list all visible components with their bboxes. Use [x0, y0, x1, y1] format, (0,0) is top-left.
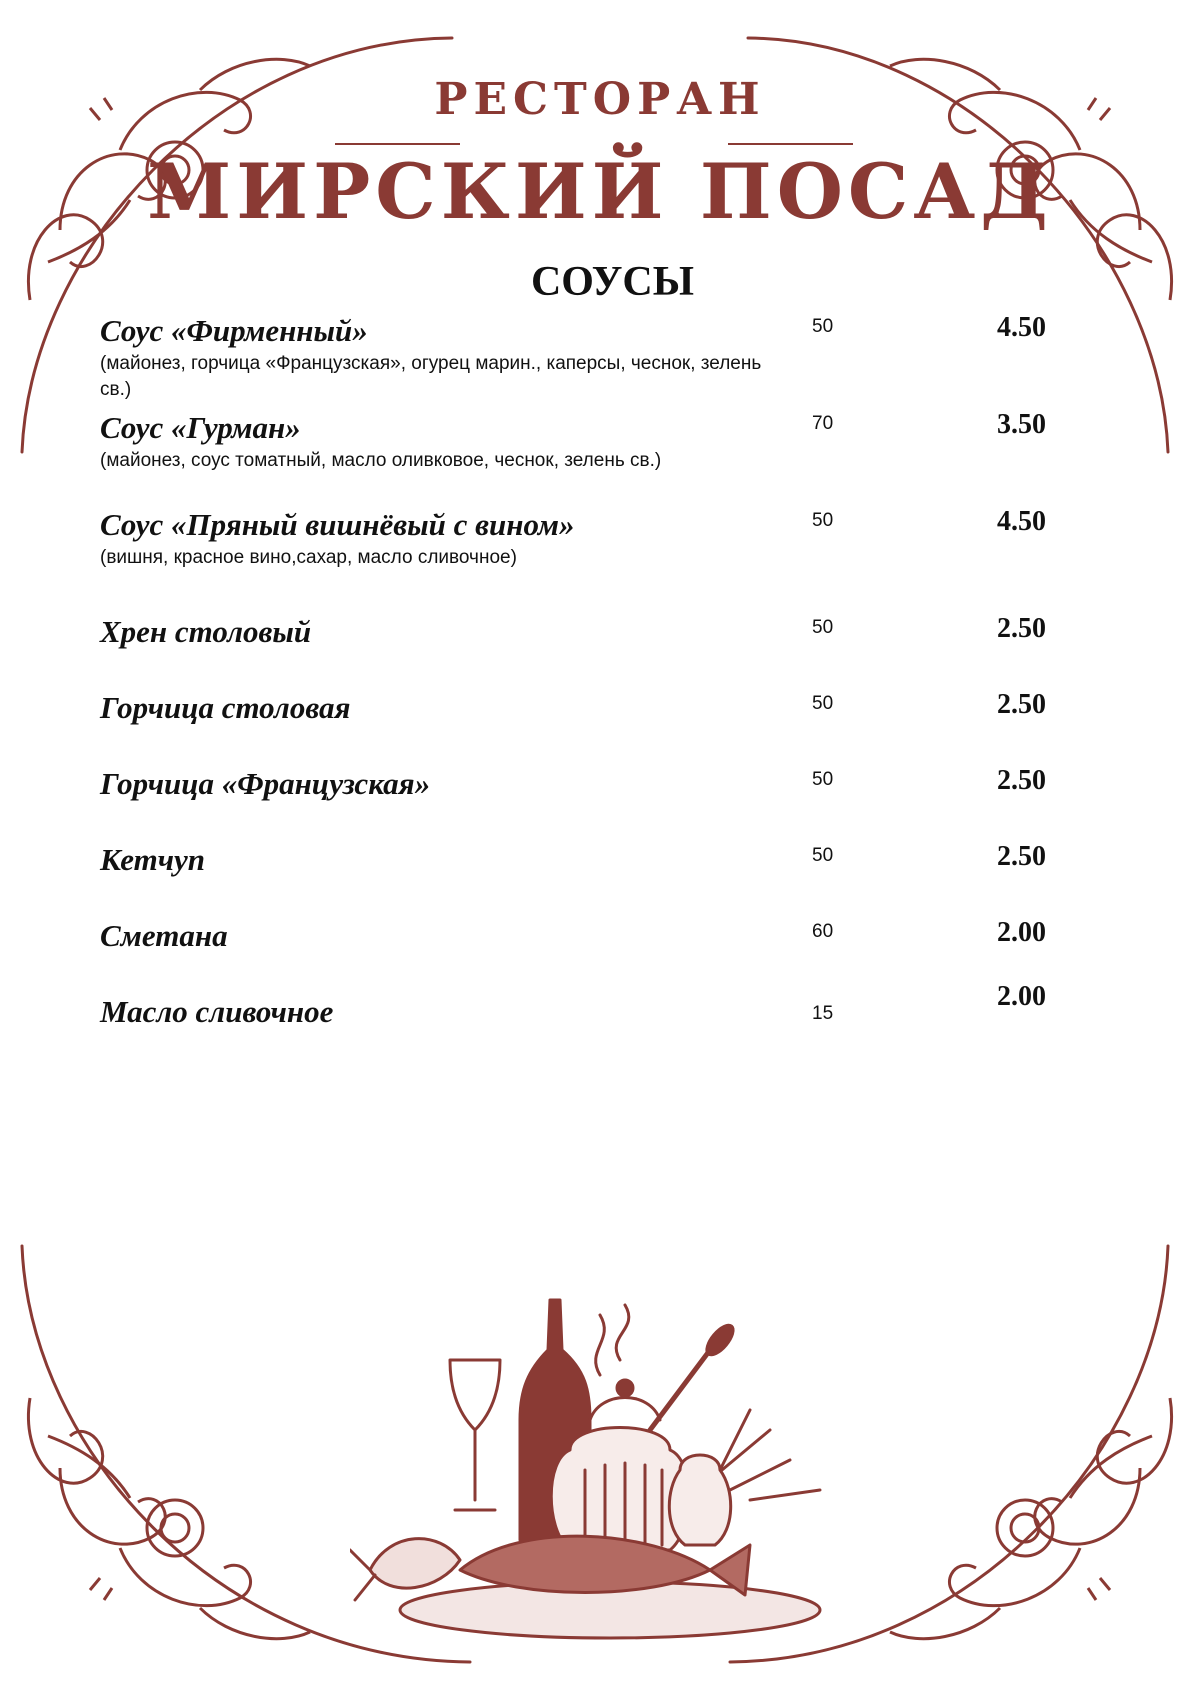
menu-item-butter — [100, 981, 1080, 1031]
item-price: 2.50 — [997, 613, 1046, 644]
menu-list — [100, 312, 1080, 1031]
brand-rule-left — [335, 143, 460, 145]
item-name: Горчица столовая — [100, 690, 351, 725]
ladle — [650, 1350, 710, 1430]
item-description: (майонез, соус томатный, масло оливковое, чеснок, зелень св.) — [100, 450, 662, 471]
food-still-life-illustration — [350, 1280, 870, 1650]
item-weight: 15 — [812, 1003, 834, 1024]
menu-item-mustard-french — [100, 765, 1080, 803]
item-description: (вишня, красное вино,сахар, масло сливочное) — [100, 547, 517, 568]
crayfish — [350, 1539, 460, 1600]
item-name: Соус «Пряный вишнёвый с вином» — [100, 507, 575, 542]
corner-ornament-bottom-left — [28, 1398, 310, 1639]
corner-ornament-bottom-right — [890, 1398, 1172, 1639]
item-weight: 50 — [812, 845, 834, 866]
item-weight: 50 — [812, 510, 834, 531]
item-weight: 50 — [812, 316, 834, 337]
menu-item-sauce-gourmet — [100, 409, 1080, 474]
menu-item-mustard-table — [100, 689, 1080, 727]
brand-rule-right — [728, 143, 853, 145]
item-price: 4.50 — [997, 506, 1046, 537]
item-weight: 50 — [812, 769, 834, 790]
menu-item-horseradish — [100, 613, 1080, 651]
menu-item-sauce-signature — [100, 312, 1080, 403]
item-name: Масло сливочное — [100, 994, 334, 1029]
item-description: (майонез, горчица «Французская», огурец марин., каперсы, чеснок, зелень св.) — [100, 353, 762, 400]
item-price: 2.00 — [997, 981, 1046, 1012]
item-price: 2.50 — [997, 765, 1046, 796]
item-name: Горчица «Французская» — [100, 766, 431, 801]
item-price: 2.00 — [997, 917, 1046, 948]
steam — [596, 1305, 629, 1375]
section-title: СОУСЫ — [530, 259, 695, 305]
item-weight: 70 — [812, 413, 834, 434]
item-weight: 60 — [812, 921, 834, 942]
item-name: Соус «Гурман» — [100, 410, 301, 445]
goblet — [450, 1360, 500, 1510]
menu-item-sour-cream — [100, 917, 1080, 955]
menu-item-sauce-cherry-wine — [100, 506, 1080, 571]
menu-item-ketchup — [100, 841, 1080, 879]
item-name: Сметана — [100, 918, 228, 953]
brand-top-text: РЕСТОРАН — [434, 74, 766, 125]
item-name: Хрен столовый — [100, 614, 312, 649]
item-weight: 50 — [812, 617, 834, 638]
item-price: 2.50 — [997, 841, 1046, 872]
item-name: Кетчуп — [100, 842, 205, 877]
item-weight: 50 — [812, 693, 834, 714]
item-price: 4.50 — [997, 312, 1046, 343]
pot — [551, 1428, 689, 1551]
brand-name-logo: МИРСКИЙ ПОСАД — [147, 147, 1053, 236]
item-name: Соус «Фирменный» — [100, 313, 368, 348]
item-price: 3.50 — [997, 409, 1046, 440]
item-price: 2.50 — [997, 689, 1046, 720]
